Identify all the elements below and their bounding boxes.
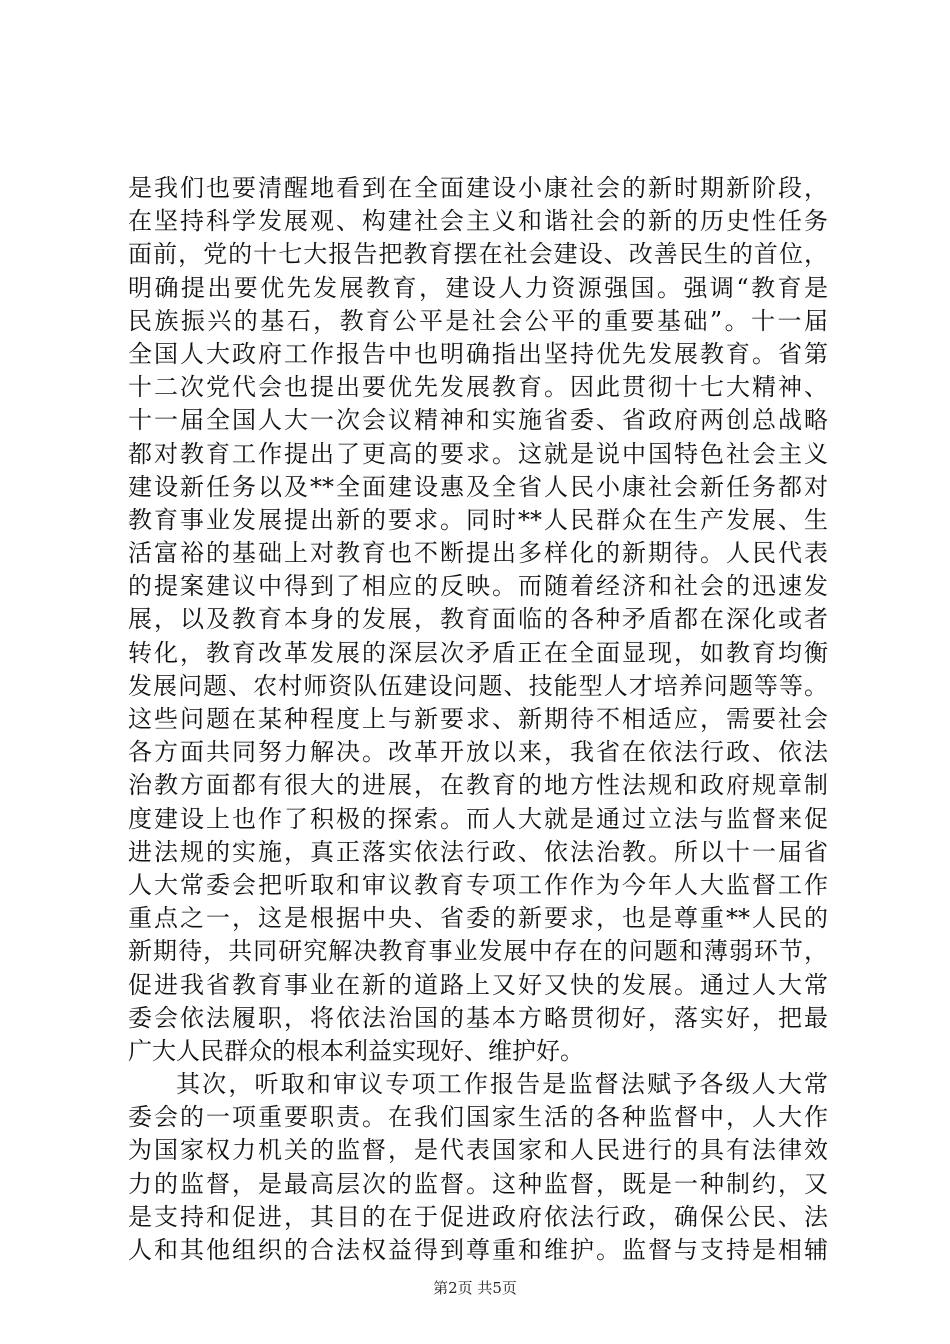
- text-line: 委会依法履职，将依法治国的基本方略贯彻好，落实好，把最: [128, 1003, 828, 1032]
- text-line: 的提案建议中得到了相应的反映。而随着经济和社会的迅速发: [128, 572, 828, 601]
- text-line: 其次，听取和审议专项工作报告是监督法赋予各级人大常: [176, 1070, 828, 1099]
- text-line: 是我们也要清醒地看到在全面建设小康社会的新时期新阶段，: [128, 174, 828, 202]
- text-line: 这些问题在某种程度上与新要求、新期待不相适应，需要社会: [128, 705, 828, 733]
- text-line: 是支持和促进，其目的在于促进政府依法行政，确保公民、法: [128, 1202, 828, 1231]
- text-line: 全国人大政府工作报告中也明确指出坚持优先发展教育。省第: [128, 339, 828, 368]
- document-body: [128, 172, 828, 1267]
- text-line: 进法规的实施，真正落实依法行政、依法治教。所以十一届省: [128, 837, 828, 866]
- text-line: 活富裕的基础上对教育也不断提出多样化的新期待。人民代表: [128, 539, 828, 568]
- text-line: 在坚持科学发展观、构建社会主义和谐社会的新的历史性任务: [128, 207, 828, 236]
- text-line: 广大人民群众的根本利益实现好、维护好。: [128, 1036, 584, 1065]
- text-line: 为国家权力机关的监督，是代表国家和人民进行的具有法律效: [128, 1136, 828, 1165]
- text-line: 力的监督，是最高层次的监督。这种监督，既是一种制约，又: [128, 1169, 828, 1198]
- text-line: 重点之一，这是根据中央、省委的新要求，也是尊重**人民的: [128, 904, 828, 933]
- text-line: 面前，党的十七大报告把教育摆在社会建设、改善民生的首位，: [128, 240, 828, 269]
- text-line: 人大常委会把听取和审议教育专项工作作为今年人大监督工作: [128, 870, 828, 899]
- text-line: 民族振兴的基石，教育公平是社会公平的重要基础”。十一届: [128, 306, 828, 335]
- text-line: 治教方面都有很大的进展，在教育的地方性法规和政府规章制: [128, 771, 828, 800]
- text-line: 展，以及教育本身的发展，教育面临的各种矛盾都在深化或者: [128, 605, 828, 634]
- text-line: 促进我省教育事业在新的道路上又好又快的发展。通过人大常: [128, 970, 828, 999]
- text-line: 十二次党代会也提出要优先发展教育。因此贯彻十七大精神、: [128, 373, 828, 402]
- text-line: 建设新任务以及**全面建设惠及全省人民小康社会新任务都对: [128, 472, 828, 501]
- text-line: 明确提出要优先发展教育，建设人力资源强国。强调“教育是: [128, 273, 828, 302]
- paragraph: [128, 172, 828, 1068]
- text-line: 十一届全国人大一次会议精神和实施省委、省政府两创总战略: [128, 406, 828, 435]
- text-line: 新期待，共同研究解决教育事业发展中存在的问题和薄弱环节，: [128, 937, 828, 966]
- text-line: 转化，教育改革发展的深层次矛盾正在全面显现，如教育均衡: [128, 638, 828, 667]
- paragraph: [128, 1068, 828, 1267]
- text-line: 各方面共同努力解决。改革开放以来，我省在依法行政、依法: [128, 738, 828, 767]
- text-line: 人和其他组织的合法权益得到尊重和维护。监督与支持是相辅: [128, 1236, 828, 1264]
- page-number-footer: 第2页 共5页: [433, 1279, 517, 1297]
- text-line: 教育事业发展提出新的要求。同时**人民群众在生产发展、生: [128, 505, 828, 534]
- text-line: 度建设上也作了积极的探索。而人大就是通过立法与监督来促: [128, 804, 828, 833]
- text-line: 委会的一项重要职责。在我们国家生活的各种监督中，人大作: [128, 1103, 828, 1132]
- text-line: 都对教育工作提出了更高的要求。这就是说中国特色社会主义: [128, 439, 828, 468]
- text-line: 发展问题、农村师资队伍建设问题、技能型人才培养问题等等。: [128, 671, 828, 700]
